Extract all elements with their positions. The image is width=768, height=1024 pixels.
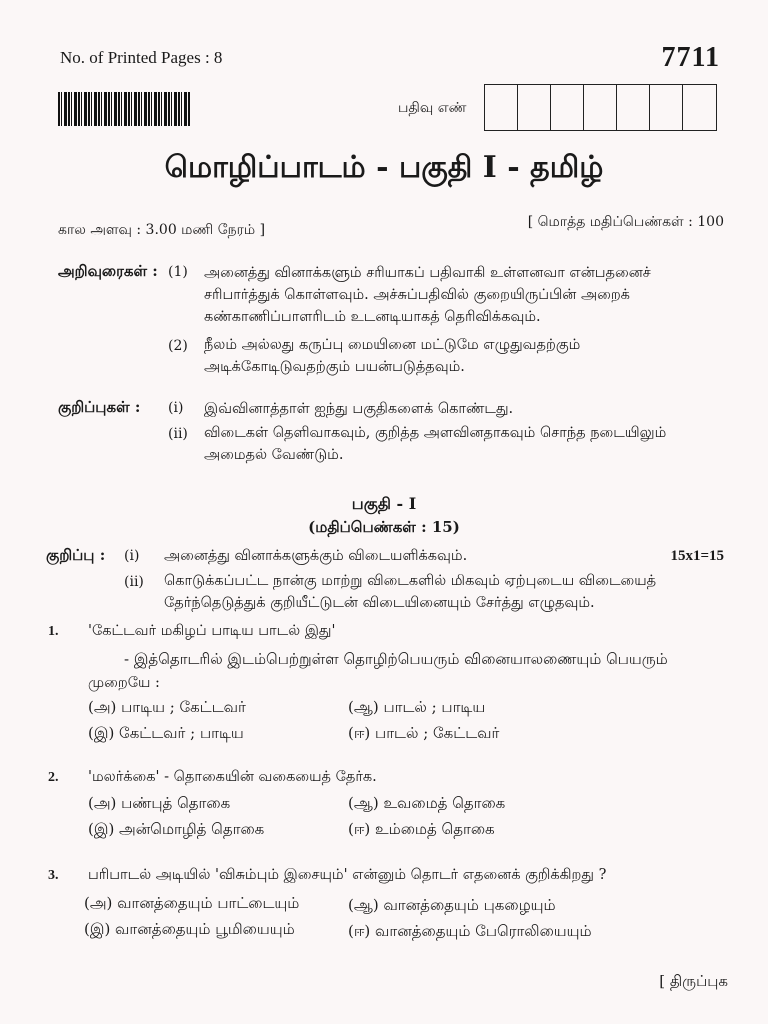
question-number: 1. [48,624,59,639]
section-marks: (மதிப்பெண்கள் : 15) [308,518,460,536]
section-note-label: குறிப்பு : [46,546,106,564]
question-text: - இத்தொடரில் இடம்பெற்றுள்ள தொழிற்பெயரும் வினையாலணையும் பெயரும் [124,650,668,668]
question-number: 3. [48,868,59,883]
option-d: (ஈ) வானத்தையும் பேரொலியையும் [348,922,592,940]
option-b: (ஆ) பாடல் ; பாடிய [348,698,486,716]
question-text: பரிபாடல் அடியில் 'விசும்பும் இசையும்' என்னும் தொடர் எதனைக் குறிக்கிறது ? [88,867,607,883]
section-note-text: கொடுக்கப்பட்ட நான்கு மாற்று விடைகளில் மிகவும் ஏற்புடைய விடையைத் தேர்ந்தெடுத்துக் குறியீட்டுடன் விடையினையும் சேர்த்து எழுதவும். [164,573,657,611]
note-text: இவ்வினாத்தாள் ஐந்து பகுதிகளைக் கொண்டது. [204,401,514,417]
instructions-label: அறிவுரைகள் : [58,262,158,280]
option-a: (அ) பண்புத் தொகை [88,794,231,812]
question-number: 2. [48,770,59,785]
duration: கால அளவு : 3.00 மணி நேரம் ] [58,222,266,238]
instruction-number: (1) [168,264,188,280]
section-score: 15x1=15 [670,548,724,564]
notes-label: குறிப்புகள் : [58,398,141,416]
section-note-number: (ii) [124,574,144,590]
max-marks: [ மொத்த மதிப்பெண்கள் : 100 [527,214,724,230]
option-a: (அ) வானத்தையும் பாட்டையும் [84,894,300,912]
section-note-number: (i) [124,548,140,564]
note-number: (ii) [168,426,188,442]
option-b: (ஆ) உவமைத் தொகை [348,794,506,812]
section-title: பகுதி - I [351,494,417,513]
question-text: 'கேட்டவர் மகிழப் பாடிய பாடல் இது' [88,623,336,639]
instruction-text: அனைத்து வினாக்களும் சரியாகப் பதிவாகி உள்ளனவா என்பதனைச் சரிபார்த்துக் கொள்ளவும். அச்சுப்பதிவில் குறையிருப்பின் அறைக் கண்காணிப்பாளரிடம் உடனடியாகத் தெரிவிக்கவும். [204,265,651,325]
option-d: (ஈ) பாடல் ; கேட்டவர் [348,724,500,742]
option-d: (ஈ) உம்மைத் தொகை [348,820,495,838]
option-b: (ஆ) வானத்தையும் புகழையும் [348,896,556,914]
option-a: (அ) பாடிய ; கேட்டவர் [88,698,246,716]
option-c: (இ) அன்மொழித் தொகை [88,820,265,838]
register-number-boxes [484,84,717,131]
question-text: முறையே : [88,675,160,691]
option-c: (இ) கேட்டவர் ; பாடிய [88,724,244,742]
register-number-label: பதிவு எண் [398,100,467,116]
section-note-text: அனைத்து வினாக்களுக்கும் விடையளிக்கவும். [164,548,468,564]
question-text: 'மலர்க்கை' - தொகையின் வகையைத் தேர்க. [88,769,377,785]
instruction-number: (2) [168,338,188,354]
note-number: (i) [168,400,184,416]
turn-over-note: [ திருப்புக [659,972,728,990]
option-c: (இ) வானத்தையும் பூமியையும் [84,920,295,938]
page-title: மொழிப்பாடம் - பகுதி I - தமிழ் [164,150,604,185]
barcode-image [58,92,190,126]
note-text: விடைகள் தெளிவாகவும், குறித்த அளவினதாகவும் சொந்த நடையிலும் அமைதல் வேண்டும். [204,425,667,463]
instruction-text: நீலம் அல்லது கருப்பு மையினை மட்டுமே எழுதுவதற்கும் அடிக்கோடிடுவதற்கும் பயன்படுத்தவும். [204,337,581,375]
printed-pages: No. of Printed Pages : 8 [60,48,223,67]
paper-code: 7711 [661,42,720,73]
